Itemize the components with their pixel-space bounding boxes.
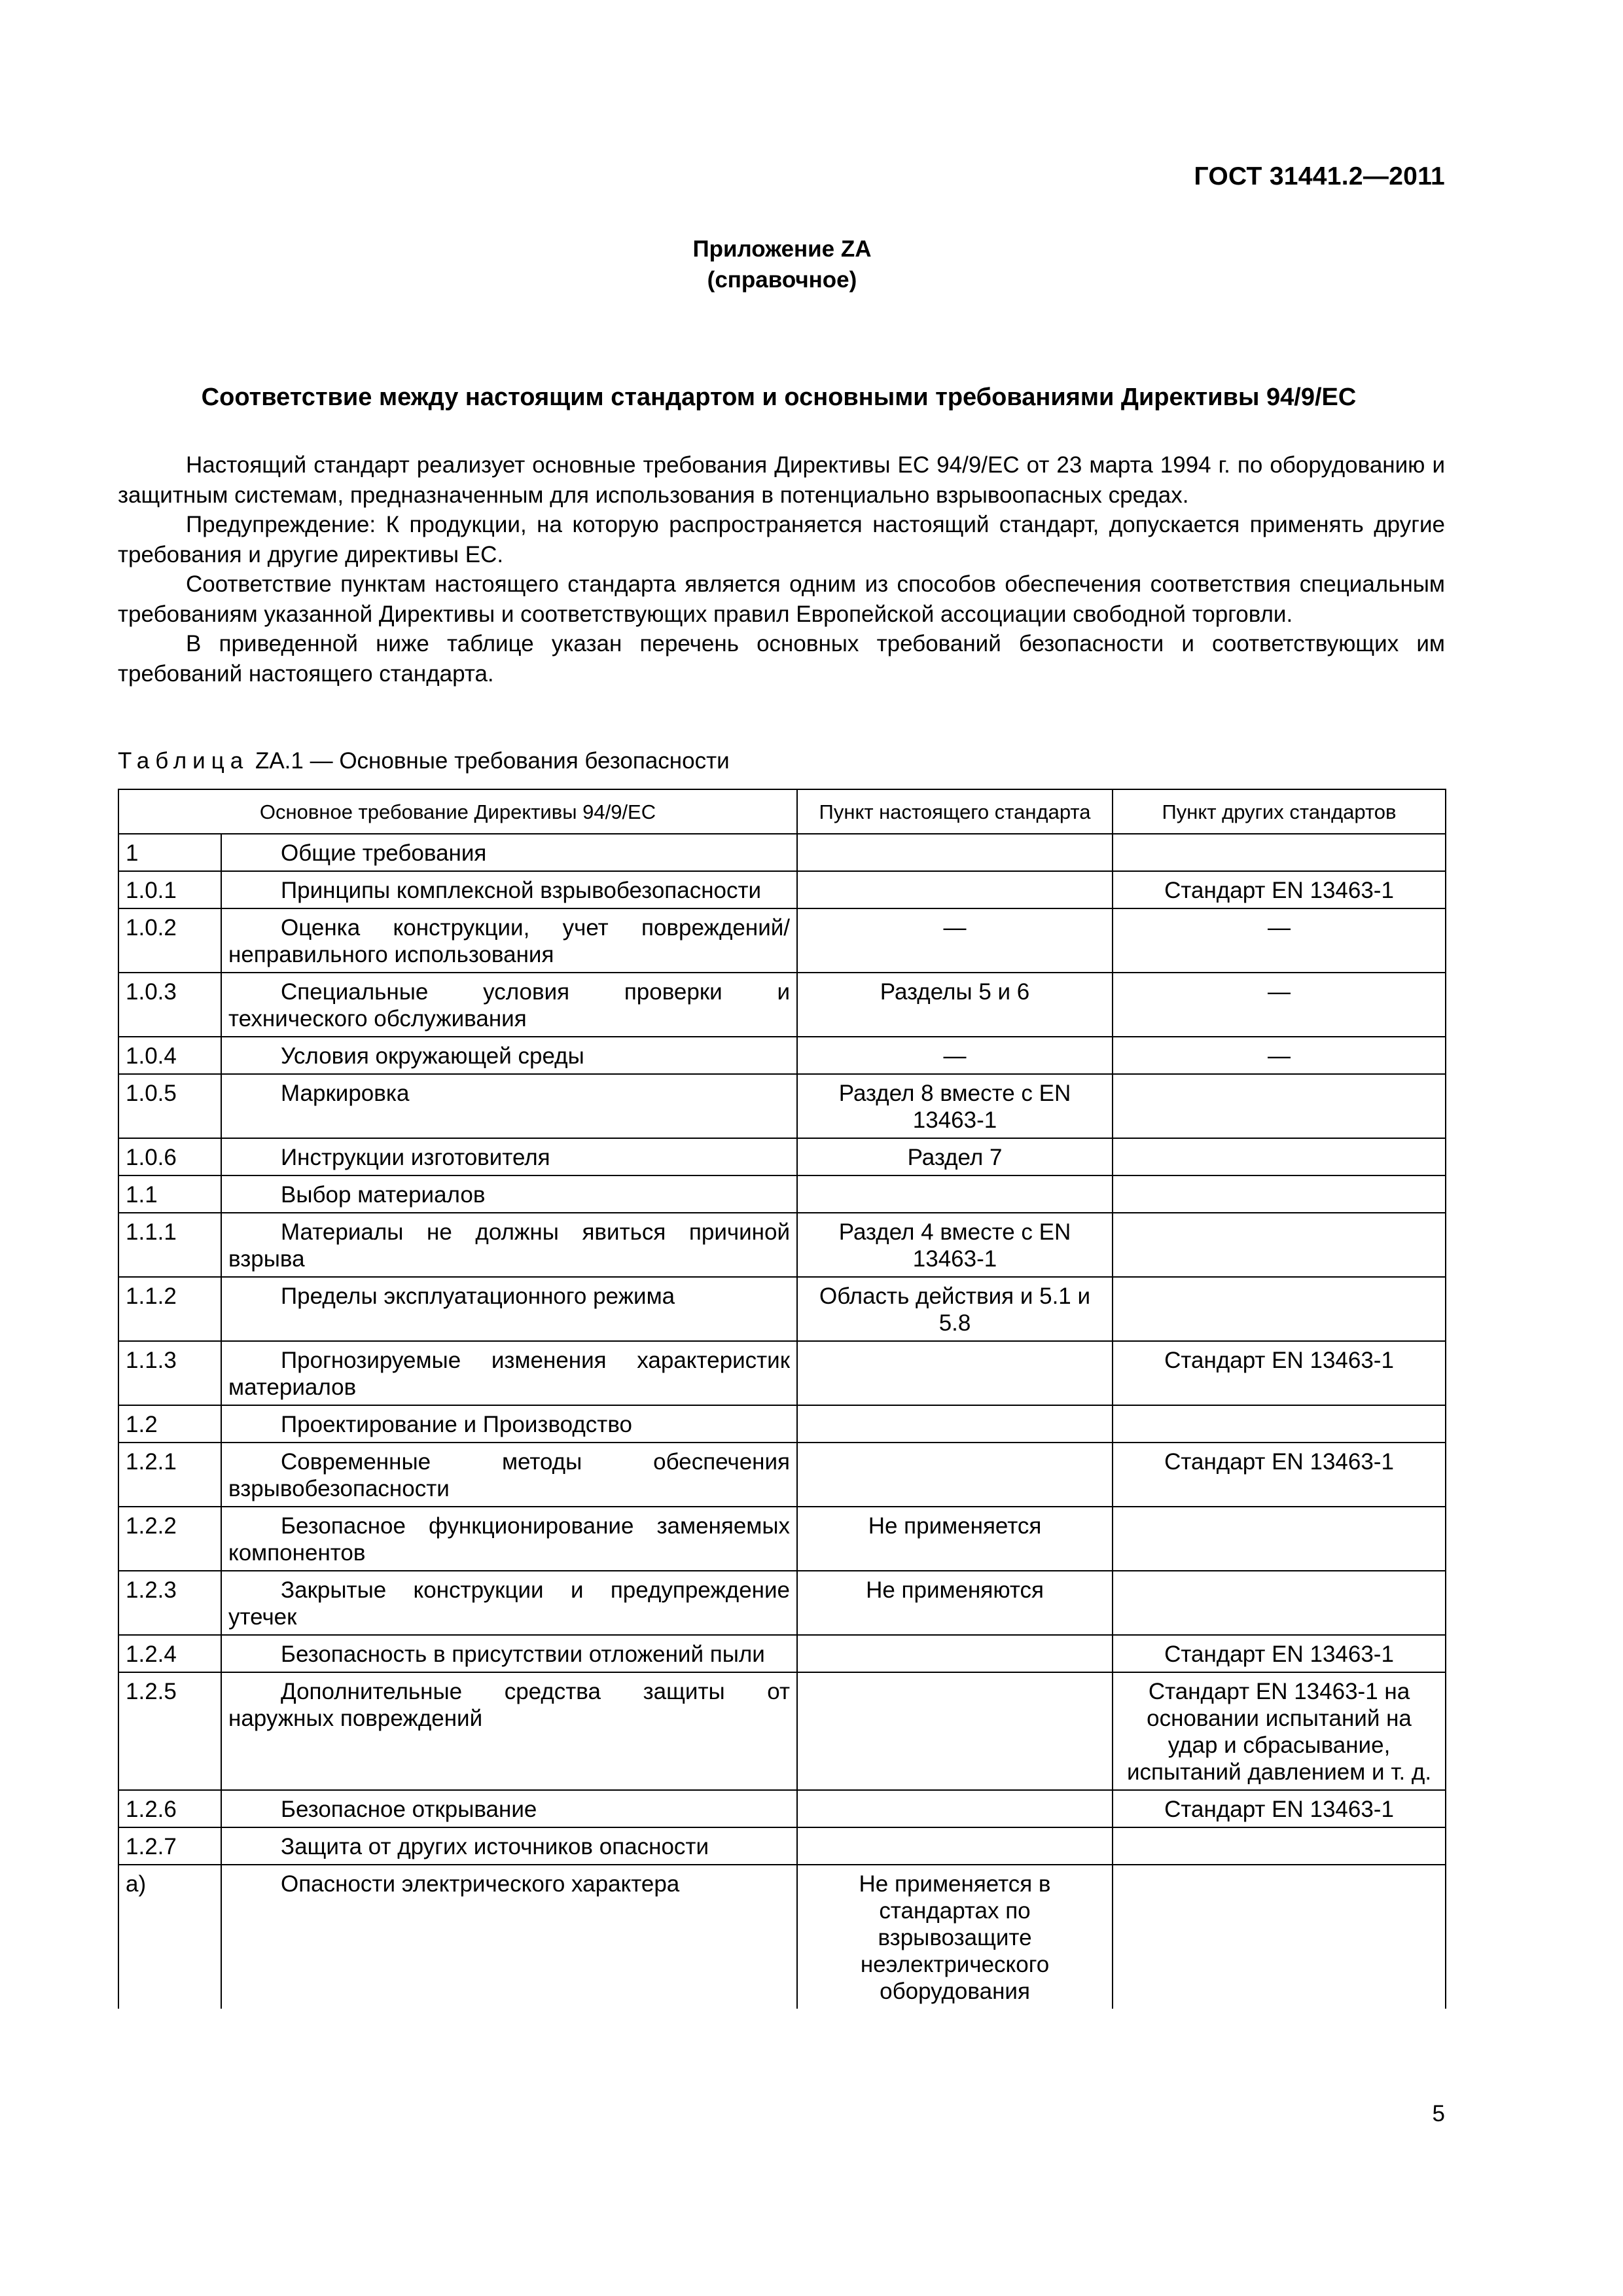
row-number: 1.1.1 — [118, 1213, 221, 1277]
row-other-standards-clause — [1113, 1074, 1446, 1138]
row-this-standard-clause: Разделы 5 и 6 — [797, 973, 1113, 1037]
header-other-standards-clause: Пункт других стандартов — [1113, 789, 1446, 834]
table-row — [118, 834, 1446, 871]
table-row — [118, 908, 1446, 973]
intro-paragraph: Соответствие пунктам настоящего стандарта является одним из способов обеспечения соответствия специальным требованиям указанной Директивы и соответствующих правил Европейской ассоциации свободной торговли. — [118, 571, 1445, 627]
row-number: 1.2.2 — [118, 1507, 221, 1571]
table-row — [118, 1138, 1446, 1175]
row-requirement — [221, 1827, 797, 1865]
requirements-table — [118, 789, 1446, 2009]
row-requirement — [221, 871, 797, 908]
requirement-text: Современные методы обеспечения взрывобезопасности — [228, 1449, 791, 1501]
row-this-standard-clause — [797, 1672, 1113, 1790]
row-number: 1.1.2 — [118, 1277, 221, 1341]
row-other-standards-clause: Стандарт EN 13463-1 — [1113, 871, 1446, 908]
requirement-text: Специальные условия проверки и технического обслуживания — [228, 979, 791, 1031]
row-number: a) — [118, 1865, 221, 2009]
table-row — [118, 1277, 1446, 1341]
row-requirement — [221, 1074, 797, 1138]
row-requirement — [221, 1443, 797, 1507]
table-row — [118, 1213, 1446, 1277]
requirement-text: Безопасное функционирование заменяемых компонентов — [228, 1513, 791, 1566]
table-row — [118, 1571, 1446, 1635]
row-this-standard-clause — [797, 871, 1113, 908]
row-this-standard-clause — [797, 1405, 1113, 1443]
row-other-standards-clause: — — [1113, 1037, 1446, 1074]
table-caption-text: ZA.1 — Основные требования безопасности — [249, 748, 730, 774]
row-requirement — [221, 1507, 797, 1571]
row-other-standards-clause: — — [1113, 973, 1446, 1037]
row-other-standards-clause — [1113, 1175, 1446, 1213]
row-other-standards-clause: Стандарт EN 13463-1 — [1113, 1790, 1446, 1827]
row-number: 1 — [118, 834, 221, 871]
row-other-standards-clause — [1113, 1213, 1446, 1277]
annex-subtitle: (справочное) — [707, 267, 857, 293]
row-this-standard-clause — [797, 1635, 1113, 1672]
row-this-standard-clause — [797, 1827, 1113, 1865]
table-row — [118, 1405, 1446, 1443]
row-other-standards-clause: Стандарт EN 13463-1 — [1113, 1341, 1446, 1405]
row-other-standards-clause — [1113, 1405, 1446, 1443]
table-row — [118, 1790, 1446, 1827]
row-other-standards-clause: Стандарт EN 13463-1 на основании испытаний на удар и сбрасывание, испытаний давлением и т. д. — [1113, 1672, 1446, 1790]
row-requirement — [221, 908, 797, 973]
row-this-standard-clause — [797, 1790, 1113, 1827]
page-number: 5 — [1432, 2101, 1445, 2126]
row-number: 1.2.3 — [118, 1571, 221, 1635]
requirement-text: Дополнительные средства защиты от наружных повреждений — [228, 1679, 791, 1731]
row-other-standards-clause — [1113, 1138, 1446, 1175]
row-number: 1.1 — [118, 1175, 221, 1213]
row-number: 1.1.3 — [118, 1341, 221, 1405]
requirement-text: Условия окружающей среды — [281, 1043, 584, 1069]
requirement-text: Проектирование и Производство — [281, 1412, 632, 1437]
requirement-text: Общие требования — [281, 840, 487, 866]
requirement-text: Прогнозируемые изменения характеристик материалов — [228, 1348, 791, 1400]
row-number: 1.2.5 — [118, 1672, 221, 1790]
row-number: 1.0.5 — [118, 1074, 221, 1138]
annex-title: Приложение ZA — [692, 236, 872, 262]
table-caption — [118, 748, 730, 774]
row-other-standards-clause: Стандарт EN 13463-1 — [1113, 1443, 1446, 1507]
requirement-text: Инструкции изготовителя — [281, 1145, 550, 1170]
row-requirement — [221, 1037, 797, 1074]
requirement-text: Безопасное открывание — [281, 1797, 537, 1822]
row-this-standard-clause: Область действия и 5.1 и 5.8 — [797, 1277, 1113, 1341]
table-row — [118, 1341, 1446, 1405]
row-this-standard-clause — [797, 1341, 1113, 1405]
row-requirement — [221, 1790, 797, 1827]
row-this-standard-clause — [797, 1443, 1113, 1507]
row-this-standard-clause: Раздел 8 вместе с EN 13463-1 — [797, 1074, 1113, 1138]
requirement-text: Пределы эксплуатационного режима — [281, 1283, 675, 1309]
row-requirement — [221, 1405, 797, 1443]
row-requirement — [221, 1571, 797, 1635]
row-other-standards-clause: — — [1113, 908, 1446, 973]
standard-id: ГОСТ 31441.2—2011 — [1194, 162, 1445, 190]
table-row — [118, 1635, 1446, 1672]
row-other-standards-clause — [1113, 834, 1446, 871]
row-number: 1.0.3 — [118, 973, 221, 1037]
row-other-standards-clause — [1113, 1865, 1446, 2009]
table-header-row — [118, 789, 1446, 834]
row-requirement — [221, 834, 797, 871]
row-number: 1.0.4 — [118, 1037, 221, 1074]
row-this-standard-clause: — — [797, 908, 1113, 973]
row-number: 1.2.6 — [118, 1790, 221, 1827]
row-this-standard-clause — [797, 834, 1113, 871]
table-row — [118, 1037, 1446, 1074]
row-other-standards-clause: Стандарт EN 13463-1 — [1113, 1635, 1446, 1672]
row-number: 1.0.2 — [118, 908, 221, 973]
table-row — [118, 1074, 1446, 1138]
table-row — [118, 871, 1446, 908]
row-requirement — [221, 1341, 797, 1405]
row-requirement — [221, 1213, 797, 1277]
row-other-standards-clause — [1113, 1827, 1446, 1865]
table-body — [118, 834, 1446, 2009]
row-this-standard-clause: Не применяется — [797, 1507, 1113, 1571]
row-number: 1.2.4 — [118, 1635, 221, 1672]
row-this-standard-clause: Не применяются — [797, 1571, 1113, 1635]
intro-paragraph: В приведенной ниже таблице указан перечень основных требований безопасности и соответствующих им требований настоящего стандарта. — [118, 631, 1445, 687]
row-requirement — [221, 1672, 797, 1790]
header-this-standard-clause: Пункт настоящего стандарта — [797, 789, 1113, 834]
section-heading: Соответствие между настоящим стандартом и основными требованиями Директивы 94/9/ЕС — [201, 384, 1357, 411]
table-row — [118, 973, 1446, 1037]
row-requirement — [221, 1865, 797, 2009]
requirement-text: Безопасность в присутствии отложений пыли — [281, 1641, 765, 1667]
requirement-text: Оценка конструкции, учет повреждений/неправильного использования — [228, 915, 791, 967]
row-requirement — [221, 1138, 797, 1175]
row-requirement — [221, 1175, 797, 1213]
row-number: 1.2.7 — [118, 1827, 221, 1865]
row-requirement — [221, 973, 797, 1037]
requirement-text: Опасности электрического характера — [281, 1871, 680, 1897]
requirement-text: Принципы комплексной взрывобезопасности — [281, 878, 762, 903]
row-requirement — [221, 1635, 797, 1672]
header-directive-requirement: Основное требование Директивы 94/9/ЕС — [118, 789, 797, 834]
table-caption-prefix: Таблица — [118, 748, 249, 774]
row-number: 1.0.1 — [118, 871, 221, 908]
intro-paragraph: Предупреждение: К продукции, на которую распространяется настоящий стандарт, допускается применять другие требования и другие директивы ЕС. — [118, 512, 1445, 567]
row-other-standards-clause — [1113, 1571, 1446, 1635]
row-this-standard-clause: — — [797, 1037, 1113, 1074]
annex-block — [0, 234, 1564, 295]
row-this-standard-clause — [797, 1175, 1113, 1213]
row-this-standard-clause: Раздел 7 — [797, 1138, 1113, 1175]
intro-paragraph: Настоящий стандарт реализует основные требования Директивы ЕС 94/9/ЕС от 23 марта 1994 г. по оборудованию и защитным системам, предназначенным для использования в потенциально взрывоопасных средах. — [118, 452, 1445, 508]
row-this-standard-clause: Не применяется в стандартах по взрывозащите неэлектрического оборудования — [797, 1865, 1113, 2009]
row-number: 1.0.6 — [118, 1138, 221, 1175]
row-other-standards-clause — [1113, 1277, 1446, 1341]
table-row — [118, 1672, 1446, 1790]
table-row — [118, 1865, 1446, 2009]
requirement-text: Закрытые конструкции и предупреждение утечек — [228, 1577, 791, 1630]
requirement-text: Защита от других источников опасности — [281, 1834, 709, 1859]
table-row — [118, 1443, 1446, 1507]
table-row — [118, 1175, 1446, 1213]
intro-text — [118, 450, 1445, 689]
row-number: 1.2 — [118, 1405, 221, 1443]
requirement-text: Материалы не должны явиться причиной взрыва — [228, 1219, 791, 1272]
row-other-standards-clause — [1113, 1507, 1446, 1571]
row-number: 1.2.1 — [118, 1443, 221, 1507]
table-row — [118, 1827, 1446, 1865]
row-this-standard-clause: Раздел 4 вместе с EN 13463-1 — [797, 1213, 1113, 1277]
requirement-text: Маркировка — [281, 1081, 410, 1106]
row-requirement — [221, 1277, 797, 1341]
table-row — [118, 1507, 1446, 1571]
requirement-text: Выбор материалов — [281, 1182, 486, 1208]
